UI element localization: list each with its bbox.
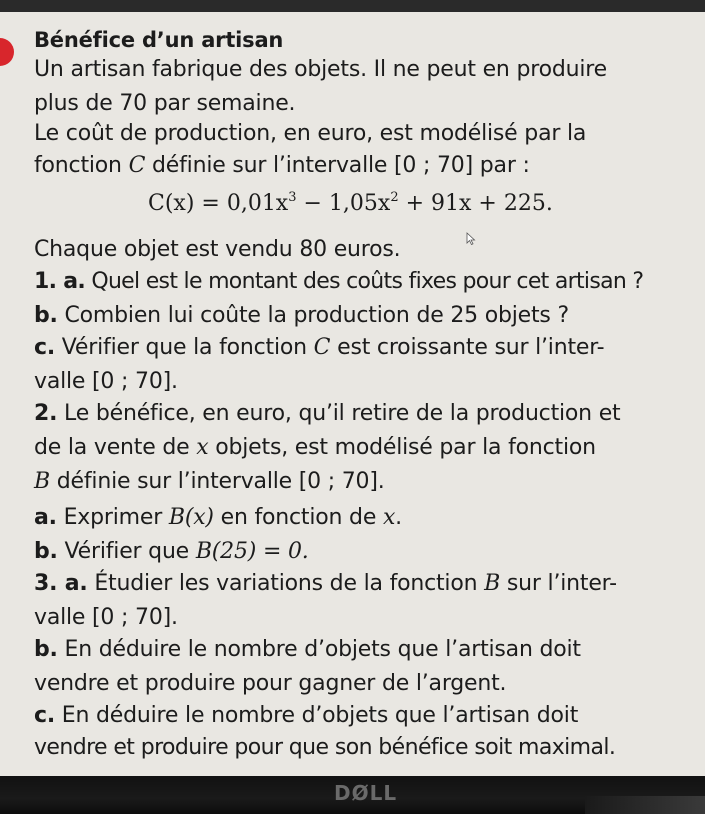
question-2a-text: Exprimer [56,505,169,530]
question-2b-text: Vérifier que [57,539,196,564]
intro-var-c: C [128,153,146,178]
question-2a-end: . [395,505,402,530]
mouse-cursor-icon [466,232,476,245]
question-1c-text-1: Vérifier que la fonction [55,335,314,360]
formula-lhs: C(x) = 0,01x [148,191,289,216]
question-2-line-2 [34,434,596,462]
question-1c-text-2: est croissante sur l’inter- [330,335,605,360]
question-2-var-b: B [34,469,50,494]
formula-exp-3: 3 [288,190,297,205]
red-exercise-marker [0,38,14,66]
question-2-text-2a: de la vente de [34,435,197,460]
question-3a [34,570,617,598]
question-3a-text: Étudier les variations de la fonction [87,571,485,596]
formula-exp-2: 2 [390,190,399,205]
monitor-brand-logo: DØLL [334,781,398,805]
question-3b-number: b. [34,637,58,662]
question-2-number: 2. [34,401,58,426]
question-2a-text-2: en fonction de [213,505,383,530]
question-3c-text: En déduire le nombre d’objets que l’artisan doit [55,703,579,728]
question-1b [34,302,569,330]
question-3a-text-2: sur l’inter- [500,571,617,596]
question-3c [34,702,578,730]
monitor-bezel-edge [585,796,705,814]
question-3c-continuation: vendre et produire pour que son bénéfice soit maximal. [34,735,616,760]
question-3a-var: B [484,571,501,596]
question-2 [34,400,620,428]
question-2a-var: x [382,505,396,530]
question-2a [34,504,402,532]
intro-line-4-prefix: fonction [34,153,129,178]
question-1c-var: C [313,335,331,360]
question-3b [34,636,581,664]
price-statement: Chaque objet est vendu 80 euros. [34,237,401,262]
formula-mid: − 1,05x [296,191,391,216]
question-2a-math: B(x) [168,505,214,530]
question-2b-math: B(25) = 0. [195,539,309,564]
question-3a-continuation: valle [0 ; 70]. [34,605,178,630]
intro-line-1: Un artisan fabrique des objets. Il ne peut en produire [34,57,607,82]
question-1b-text: Combien lui coûte la production de 25 objets ? [57,303,569,328]
question-2-text-2b: objets, est modélisé par la fonction [208,435,596,460]
question-2-text-3: définie sur l’intervalle [0 ; 70]. [49,469,385,494]
question-1a-text: Quel est le montant des coûts fixes pour cet artisan ? [85,269,644,294]
question-2b-number: b. [34,539,58,564]
intro-line-2: plus de 70 par semaine. [34,91,296,116]
question-3c-number: c. [34,703,55,728]
exercise-page [0,12,705,776]
cost-formula [148,190,553,218]
question-2-line-3 [34,468,385,496]
question-1c-continuation: valle [0 ; 70]. [34,369,178,394]
question-1a-number: 1. a. [34,269,86,294]
question-1c-number: c. [34,335,55,360]
question-3a-number: 3. a. [34,571,88,596]
question-1a [34,268,643,296]
question-2-text-1: Le bénéfice, en euro, qu’il retire de la production et [57,401,621,426]
exercise-title: Bénéfice d’un artisan [34,28,284,52]
intro-line-4 [34,152,530,180]
question-3b-text: En déduire le nombre d’objets que l’artisan doit [57,637,581,662]
question-2a-number: a. [34,505,57,530]
question-1b-number: b. [34,303,58,328]
question-1c [34,334,604,362]
formula-rhs: + 91x + 225. [398,191,553,216]
intro-line-3: Le coût de production, en euro, est modélisé par la [34,121,587,146]
intro-line-4-suffix: définie sur l’intervalle [0 ; 70] par : [145,153,530,178]
question-2-var-x: x [196,435,209,460]
question-2b [34,538,309,566]
question-3b-continuation: vendre et produire pour gagner de l’argent. [34,671,507,696]
